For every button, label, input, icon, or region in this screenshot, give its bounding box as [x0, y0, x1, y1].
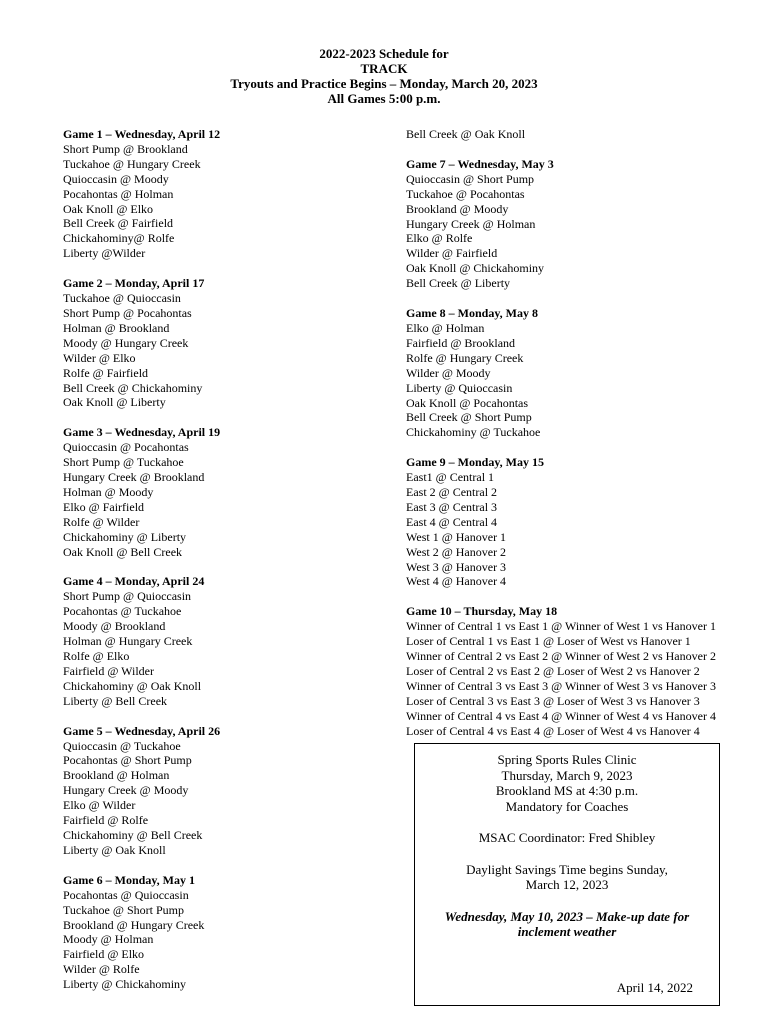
matchup: Oak Knoll @ Pocahontas — [406, 395, 529, 410]
matchup: Chickahominy @ Tuckahoe — [406, 425, 541, 440]
left-schedule-column — [63, 127, 383, 1007]
clinic-date: Thursday, March 9, 2023 — [501, 767, 633, 783]
matchup: Oak Knoll @ Liberty — [63, 395, 166, 410]
makeup-line-1: Wednesday, May 10, 2023 – Make-up date for — [444, 908, 690, 924]
clinic-note: Mandatory for Coaches — [505, 798, 629, 814]
matchup: Chickahominy @ Oak Knoll — [63, 678, 202, 693]
header-sport: TRACK — [360, 61, 408, 76]
matchup: Pocahontas @ Quioccasin — [63, 887, 189, 902]
game-title: Game 4 – Monday, April 24 — [63, 574, 205, 589]
matchup: West 1 @ Hanover 1 — [406, 529, 507, 544]
game-block — [63, 276, 383, 410]
matchup: Holman @ Moody — [63, 484, 154, 499]
matchup: Holman @ Hungary Creek — [63, 634, 193, 649]
game-block — [63, 425, 383, 559]
carryover-match: Bell Creek @ Oak Knoll — [406, 127, 526, 141]
matchup: Winner of Central 3 vs East 3 @ Winner of West 3 vs Hanover 3 — [406, 678, 716, 693]
matchup: East1 @ Central 1 — [406, 470, 495, 485]
matchup: Moody @ Brookland — [63, 619, 166, 634]
makeup-line-2: inclement weather — [517, 924, 617, 939]
dst-line-2: March 12, 2023 — [525, 877, 609, 892]
matchup: Winner of Central 1 vs East 1 @ Winner of West 1 vs Hanover 1 — [406, 619, 716, 634]
right-schedule-column — [406, 127, 756, 754]
clinic-place: Brookland MS at 4:30 p.m. — [495, 783, 639, 798]
matchup: Holman @ Brookland — [63, 320, 170, 335]
clinic-title: Spring Sports Rules Clinic — [497, 752, 637, 767]
matchup: Quioccasin @ Tuckahoe — [63, 738, 181, 753]
matchup: Bell Creek @ Short Pump — [406, 410, 532, 425]
matchup: Chickahominy @ Liberty — [63, 529, 187, 544]
matchup: Moody @ Hungary Creek — [63, 335, 189, 350]
coordinator: MSAC Coordinator: Fred Shibley — [478, 830, 656, 845]
matchup: Oak Knoll @ Elko — [63, 201, 154, 216]
matchup: Winner of Central 2 vs East 2 @ Winner of West 2 vs Hanover 2 — [406, 649, 716, 664]
game-block — [63, 127, 383, 261]
matchup: Oak Knoll @ Chickahominy — [406, 261, 545, 276]
game-title: Game 9 – Monday, May 15 — [406, 455, 544, 470]
matchup: Short Pump @ Quioccasin — [63, 589, 192, 604]
matchup: Brookland @ Holman — [63, 768, 170, 783]
game-title: Game 7 – Wednesday, May 3 — [406, 156, 554, 171]
matchup: Fairfield @ Rolfe — [63, 813, 149, 828]
header-tryouts: Tryouts and Practice Begins – Monday, March 20, 2023 — [230, 76, 538, 91]
matchup: Bell Creek @ Fairfield — [63, 216, 174, 231]
matchup: Rolfe @ Elko — [63, 649, 130, 663]
matchup: Wilder @ Moody — [406, 365, 491, 380]
matchup: Quioccasin @ Short Pump — [406, 171, 535, 186]
game-title: Game 6 – Monday, May 1 — [63, 872, 195, 887]
matchup: West 3 @ Hanover 3 — [406, 559, 507, 574]
notice-box — [414, 743, 720, 1006]
game-block — [406, 157, 756, 291]
game-block — [406, 306, 756, 440]
game-block — [63, 574, 383, 708]
matchup: East 2 @ Central 2 — [406, 485, 498, 500]
game-block — [63, 873, 383, 992]
matchup: Moody @ Holman — [63, 932, 154, 947]
game-title: Game 5 – Wednesday, April 26 — [63, 723, 221, 738]
matchup: Pocahontas @ Tuckahoe — [63, 604, 182, 619]
matchup: Short Pump @ Tuckahoe — [63, 455, 184, 470]
matchup: Loser of Central 1 vs East 1 @ Loser of West vs Hanover 1 — [406, 634, 691, 649]
matchup: Rolfe @ Hungary Creek — [406, 350, 524, 365]
matchup: Fairfield @ Wilder — [63, 663, 154, 678]
matchup: Fairfield @ Brookland — [406, 335, 516, 350]
matchup: Brookland @ Hungary Creek — [63, 917, 205, 932]
matchup: Oak Knoll @ Bell Creek — [63, 544, 183, 559]
matchup: Bell Creek @ Liberty — [406, 276, 511, 291]
matchup: Fairfield @ Elko — [63, 947, 145, 962]
matchup: Elko @ Fairfield — [63, 499, 145, 514]
matchup: Rolfe @ Wilder — [63, 514, 140, 529]
matchup: Wilder @ Fairfield — [406, 246, 498, 261]
matchup: Hungary Creek @ Holman — [406, 216, 536, 231]
game-title: Game 3 – Wednesday, April 19 — [63, 425, 221, 440]
matchup: Bell Creek @ Chickahominy — [63, 380, 203, 395]
matchup: Elko @ Wilder — [63, 798, 136, 813]
matchup: Liberty @ Quioccasin — [406, 380, 513, 395]
matchup: Tuckahoe @ Hungary Creek — [63, 156, 201, 171]
matchup: Brookland @ Moody — [406, 201, 509, 216]
matchup: East 4 @ Central 4 — [406, 514, 498, 529]
game-block — [63, 724, 383, 858]
matchup: Loser of Central 2 vs East 2 @ Loser of West 2 vs Hanover 2 — [406, 664, 700, 678]
matchup: Tuckahoe @ Quioccasin — [63, 291, 181, 306]
game-title: Game 8 – Monday, May 8 — [406, 306, 538, 321]
header-line-1: 2022-2023 Schedule for — [319, 46, 449, 61]
header-game-time: All Games 5:00 p.m. — [327, 91, 441, 106]
matchup: Loser of Central 4 vs East 4 @ Loser of West 4 vs Hanover 4 — [406, 723, 700, 738]
matchup: Short Pump @ Brookland — [63, 141, 188, 156]
matchup: West 4 @ Hanover 4 — [406, 574, 507, 589]
matchup: Rolfe @ Fairfield — [63, 365, 149, 380]
matchup: Elko @ Holman — [406, 320, 485, 335]
matchup: Quioccasin @ Pocahontas — [63, 440, 189, 455]
dst-line-1: Daylight Savings Time begins Sunday, — [466, 861, 668, 877]
matchup: Wilder @ Rolfe — [63, 962, 140, 977]
matchup: Pocahontas @ Short Pump — [63, 753, 192, 768]
game-title: Game 10 – Thursday, May 18 — [406, 604, 558, 619]
matchup: Liberty @ Chickahominy — [63, 977, 187, 992]
matchup: Winner of Central 4 vs East 4 @ Winner of West 4 vs Hanover 4 — [406, 708, 716, 723]
matchup: Chickahominy@ Rolfe — [63, 231, 175, 246]
game-title: Game 1 – Wednesday, April 12 — [63, 127, 221, 141]
game-block — [406, 455, 756, 589]
matchup: Loser of Central 3 vs East 3 @ Loser of West 3 vs Hanover 3 — [406, 693, 700, 708]
matchup: Short Pump @ Pocahontas — [63, 305, 192, 320]
matchup: Hungary Creek @ Brookland — [63, 470, 205, 485]
matchup: Elko @ Rolfe — [406, 231, 473, 246]
matchup: Liberty @Wilder — [63, 246, 146, 261]
game-title: Game 2 – Monday, April 17 — [63, 276, 205, 291]
document-header — [0, 46, 768, 106]
matchup: Quioccasin @ Moody — [63, 171, 169, 186]
matchup: East 3 @ Central 3 — [406, 499, 498, 514]
matchup: Tuckahoe @ Pocahontas — [406, 186, 525, 201]
game-block — [406, 604, 756, 738]
matchup: Liberty @ Bell Creek — [63, 693, 168, 708]
matchup: Chickahominy @ Bell Creek — [63, 827, 203, 842]
matchup: Wilder @ Elko — [63, 350, 136, 365]
matchup: Liberty @ Oak Knoll — [63, 842, 166, 857]
matchup: Hungary Creek @ Moody — [63, 783, 189, 798]
document-date: April 14, 2022 — [616, 979, 693, 995]
matchup: West 2 @ Hanover 2 — [406, 544, 507, 559]
matchup: Pocahontas @ Holman — [63, 186, 174, 201]
matchup: Tuckahoe @ Short Pump — [63, 902, 184, 917]
